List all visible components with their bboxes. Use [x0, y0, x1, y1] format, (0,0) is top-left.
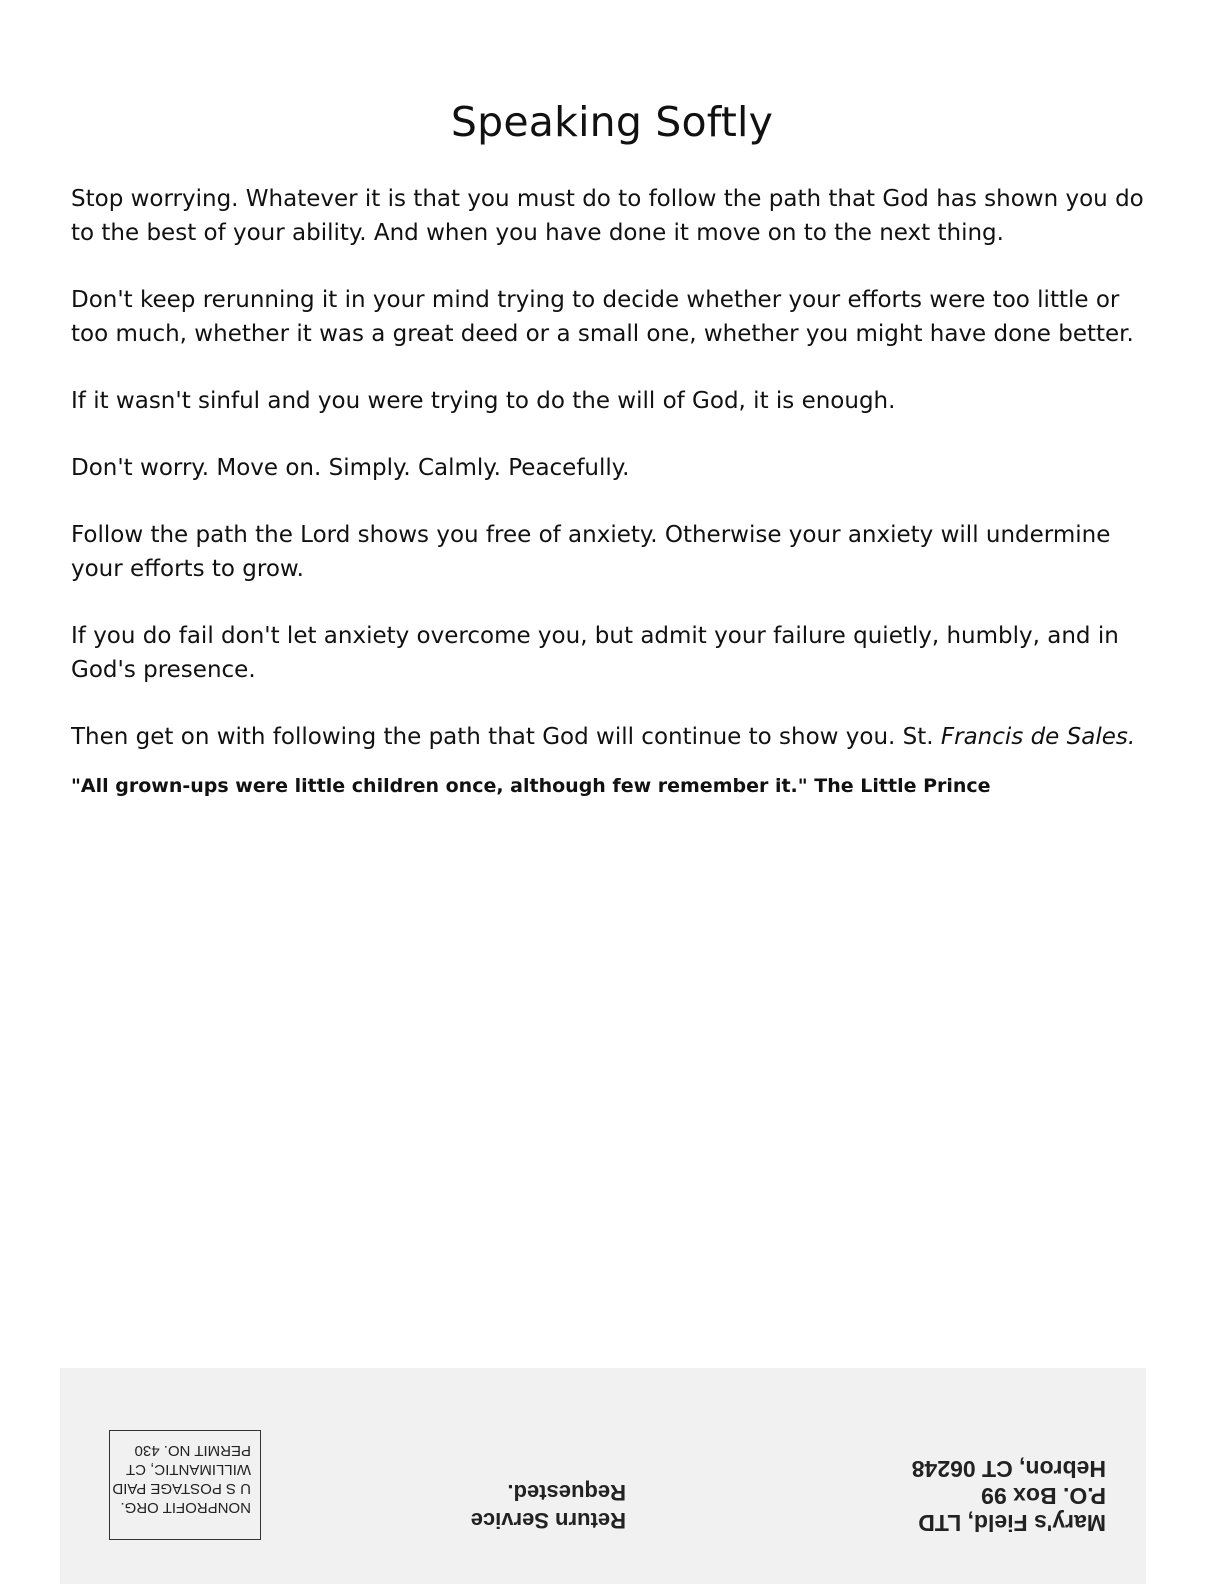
postage-permit-box — [109, 1430, 261, 1540]
closing-paragraph — [71, 720, 1146, 754]
paragraph: Don't keep rerunning it in your mind trying to decide whether your efforts were too little or too much, whether it was a great deed or a small one, whether you might have done better. — [71, 287, 1134, 347]
article-body — [71, 182, 1146, 800]
return-address-line: Mary's Field, LTD — [918, 1510, 1106, 1536]
permit-line: WILLIMANTIC, CT — [125, 1461, 251, 1478]
return-service-requested — [471, 1478, 626, 1534]
permit-line: NONPROFIT ORG. — [120, 1499, 251, 1516]
mailing-panel — [60, 1368, 1146, 1584]
little-prince-quote: "All grown-ups were little children once, although few remember it." The Little Prince — [71, 775, 991, 797]
return-service-line: Return Service — [470, 1508, 626, 1533]
return-address — [912, 1455, 1106, 1536]
permit-line: PERMIT NO. 430 — [134, 1442, 251, 1459]
paragraph: Don't worry. Move on. Simply. Calmly. Peacefully. — [71, 455, 630, 481]
paragraph: If you do fail don't let anxiety overcome you, but admit your failure quietly, humbly, and in God's presence. — [71, 623, 1119, 683]
closing-text: Then get on with following the path that God will continue to show you. St. — [71, 724, 941, 750]
mailing-panel-upside-down — [60, 1368, 1146, 1584]
closing-attribution: Francis de Sales. — [940, 724, 1136, 750]
return-address-line: Hebron, CT 06248 — [911, 1456, 1106, 1482]
paragraph: If it wasn't sinful and you were trying to do the will of God, it is enough. — [71, 388, 896, 414]
paragraph: Stop worrying. Whatever it is that you must do to follow the path that God has shown you do to the best of your ability. And when you have done it move on to the next thing. — [71, 186, 1144, 246]
page-title: Speaking Softly — [450, 98, 774, 146]
paragraph: Follow the path the Lord shows you free of anxiety. Otherwise your anxiety will undermine your efforts to grow. — [71, 522, 1111, 582]
permit-line: U S POSTAGE PAID — [112, 1480, 251, 1497]
return-address-line: P.O. Box 99 — [981, 1483, 1106, 1509]
return-service-line: Requested. — [507, 1480, 626, 1505]
